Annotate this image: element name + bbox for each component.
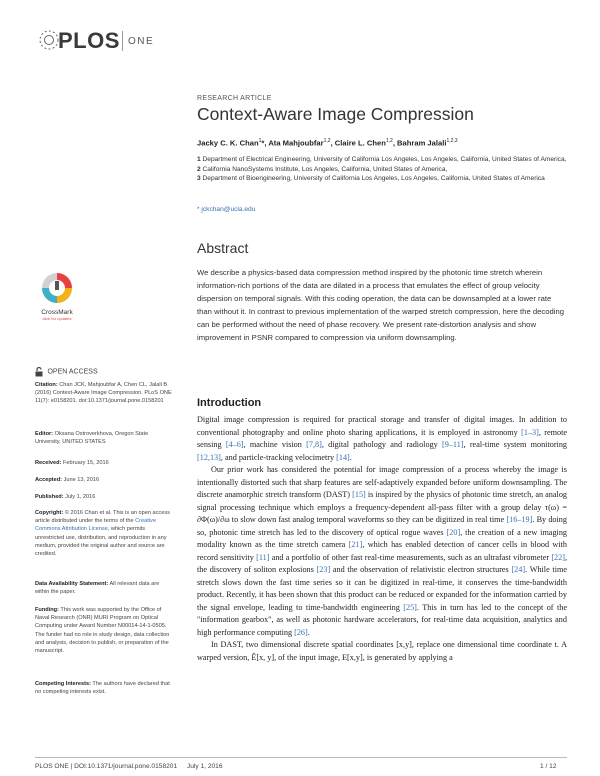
reference-link[interactable]: [4–6] bbox=[225, 440, 244, 449]
competing-label: Competing Interests: bbox=[35, 681, 91, 687]
data-availability-label: Data Availability Statement: bbox=[35, 581, 109, 587]
citation-text: Chan JCK, Mahjoubfar A, Chen CL, Jalali B (2016) Context-Aware Image Compression. PLoS ONE 11(7): e0158201. doi:10.1371/journal.pone.0158201 bbox=[35, 382, 172, 405]
copyright bbox=[35, 509, 172, 558]
affiliation-text: Department of Bioengineering, University of California Los Angeles, Los Angeles, California, United States of America bbox=[202, 175, 545, 183]
copyright-label: Copyright: bbox=[35, 510, 64, 516]
reference-link[interactable]: [21] bbox=[348, 540, 363, 549]
affiliation-number: 2 bbox=[197, 165, 201, 173]
competing-interests bbox=[35, 680, 172, 696]
reference-link[interactable]: [15] bbox=[352, 490, 366, 499]
author-name[interactable]: Jacky C. K. Chan bbox=[197, 138, 259, 148]
author-affil: 1 bbox=[258, 138, 262, 144]
logo-separator bbox=[122, 31, 123, 51]
crossmark-icon bbox=[41, 272, 73, 304]
data-availability-text: All relevant data are within the paper. bbox=[35, 581, 160, 596]
accepted bbox=[35, 476, 99, 484]
crossmark-sub: click for updates bbox=[42, 316, 72, 321]
affiliation-text: Department of Electrical Engineering, University of California Los Angeles, Los Angeles, California, United States of America, bbox=[202, 156, 567, 163]
reference-link[interactable]: [25] bbox=[403, 602, 417, 612]
reference-link[interactable]: [14] bbox=[336, 452, 350, 462]
funding-text: This work was supported by the Office of Naval Research (ONR) MURI Program on Optical Computing under Award Number N00014-14-1-0505. The funder had no role in study design, data collection and analysis, decision to publish, or preparation of the manuscript. bbox=[35, 607, 170, 655]
footer-rule bbox=[35, 757, 567, 758]
plos-logo bbox=[36, 28, 176, 52]
citation-label: Citation: bbox=[35, 382, 58, 388]
accepted-label: Accepted: bbox=[35, 477, 63, 483]
reference-link[interactable]: [23] bbox=[316, 565, 331, 574]
open-access-label: OPEN ACCESS bbox=[47, 368, 98, 376]
reference-link[interactable]: [9–11] bbox=[442, 440, 464, 449]
reference-link[interactable]: [24] bbox=[511, 565, 526, 574]
abstract-text: We describe a physics-based data compression method inspired by the photonic time stretch wherein information-rich portions of the data are dilated in a process that emulates the effect of group velocity dispersion on temporal signals. With this coding operation, the data can be downsampled at a lower rate than without it. In contrast to previous implementation of the warped stretch compression, here the decoding can be performed without the need of phase recovery. We present rate-distortion analysis and show improvement in PSNR compared to compression via uniform downsampling. bbox=[197, 268, 565, 342]
received-label: Received: bbox=[35, 460, 62, 466]
author-list: Jacky C. K. Chan$^1$*, Ata Mahjoubfar$^{1,2}$, Claire L. Chen$^{1,2}$, Bahram Jalali$^{1,2,3}$ bbox=[197, 138, 458, 148]
introduction-body bbox=[197, 414, 567, 664]
open-access bbox=[35, 363, 98, 381]
article-title: Context-Aware Image Compression bbox=[197, 104, 474, 124]
received bbox=[35, 459, 109, 467]
reference-link[interactable]: [7,8] bbox=[306, 440, 322, 449]
paragraph: In DAST, two dimensional discrete spatial coordinates [x,y], replace one dimensional time coordinate t. A warped version, Ê[x, y], of the input image, E[x,y], is generated by applying a bbox=[197, 640, 567, 662]
reference-link[interactable]: [20] bbox=[446, 527, 461, 537]
author-affil: 1,2 bbox=[385, 138, 393, 144]
affiliations bbox=[197, 155, 567, 184]
crossmark-label: CrossMark bbox=[41, 309, 73, 316]
introduction-heading: Introduction bbox=[197, 397, 262, 409]
editor-label: Editor: bbox=[35, 431, 54, 437]
funding-label: Funding: bbox=[35, 607, 59, 613]
published-label: Published: bbox=[35, 494, 64, 500]
data-availability bbox=[35, 580, 172, 596]
affiliation-number: 3 bbox=[197, 175, 201, 183]
funding bbox=[35, 606, 172, 655]
author-affil: 1,2 bbox=[323, 138, 331, 144]
copyright-text-end: , which permits unrestricted use, distribution, and reproduction in any medium, provided the original author and source are credited. bbox=[35, 526, 167, 558]
author-name[interactable]: Ata Mahjoubfar bbox=[268, 138, 324, 148]
page-number: 1 / 12 bbox=[540, 763, 557, 770]
crossmark-badge[interactable] bbox=[33, 272, 81, 321]
plos-logo-text: PLOS bbox=[58, 28, 120, 53]
affiliation-number: 1 bbox=[197, 156, 201, 163]
open-lock-icon bbox=[35, 367, 43, 377]
footer-doi-text: PLOS ONE | DOI:10.1371/journal.pone.0158201 bbox=[35, 763, 178, 770]
editor-text: Oksana Ostroverkhova, Oregon State University, UNITED STATES bbox=[35, 431, 149, 446]
reference-link[interactable]: [16–19] bbox=[506, 515, 533, 524]
citation bbox=[35, 381, 172, 406]
received-date: February 15, 2016 bbox=[63, 460, 109, 466]
editor bbox=[35, 430, 172, 446]
published-date: July 1, 2016 bbox=[65, 494, 96, 500]
accepted-date: June 13, 2016 bbox=[63, 477, 100, 483]
published bbox=[35, 493, 95, 501]
footer-date: July 1, 2016 bbox=[186, 763, 223, 770]
paragraph: Digital image compression is required for practical storage and transfer of digital images. In addition to conventional photography and online photo sharing applications, it is employed in astronomy [1–3], remote sensing [4–6], machine vision [7,8], digital pathology and radiology [9–11], real-time system monitoring [12,13], and particle-tracking velocimetry [14]. bbox=[197, 415, 568, 462]
footer-doi bbox=[35, 763, 223, 770]
reference-link[interactable]: [26] bbox=[294, 627, 308, 637]
paragraph: Our prior work has considered the potential for image compression of a process whereby the image is intentionally distorted such that sharp features are self-adaptively expanded before uniform downsampling. The discrete anamorphic stretch transform (DAST) [15] is inspired by the physics of photonic time stretch, an analog signal processing technique which employs a frequency-dependent all-pass filter with a group delay τ(ω) = ∂Φ(ω)/∂ω to slow down fast analog temporal waveforms so they can be digitized in real time [16–19]. By doing so, photonic time stretch has led to the discovery of optical rogue waves [20], the creation of a new imaging modality known as the time stretch camera [21], which has enabled detection of cancer cells in blood with record sensitivity [11] and a portfolio of other fast real-time measurements, such as an ultrafast vibrometer [22], the discovery of soliton explosions [23] and the observation of relativistic electron structures [24]. While time stretch slows down the fast time series so it can be digitized in real-time, it conserves the time-bandwidth product. Recently, it has been shown that this product can be reduced or expanded for the information carried by the signal envelope, leading to time-bandwidth engineering [25]. This in turn has led to the concept of the "information gearbox", as well as photonic hardware accelerators, for real-time data acquisition, analytics and high performance computing [26]. bbox=[197, 465, 568, 637]
reference-link[interactable]: [22] bbox=[551, 552, 565, 562]
author-name[interactable]: Bahram Jalali bbox=[397, 138, 447, 148]
author-affil: 1,2,3 bbox=[446, 138, 458, 144]
corresponding-mark: * bbox=[261, 138, 265, 148]
corresponding-email[interactable]: * jckchan@ucla.edu bbox=[197, 206, 256, 213]
competing-text: The authors have declared that no competing interests exist. bbox=[35, 681, 170, 696]
journal-name: ONE bbox=[128, 36, 155, 47]
abstract-heading: Abstract bbox=[197, 240, 249, 256]
author-name[interactable]: Claire L. Chen bbox=[334, 138, 386, 148]
reference-link[interactable]: [11] bbox=[256, 552, 270, 562]
reference-link[interactable]: [1–3] bbox=[521, 427, 539, 437]
copyright-text: © 2016 Chan et al. This is an open access article distributed under the terms of the bbox=[35, 510, 170, 525]
license-link[interactable]: Creative Commons Attribution License bbox=[35, 518, 156, 533]
article-type: RESEARCH ARTICLE bbox=[197, 95, 272, 102]
affiliation-text: California NanoSystems Institute, Los Angeles, California, United States of America, bbox=[202, 165, 448, 173]
reference-link[interactable]: [12,13] bbox=[197, 452, 221, 462]
